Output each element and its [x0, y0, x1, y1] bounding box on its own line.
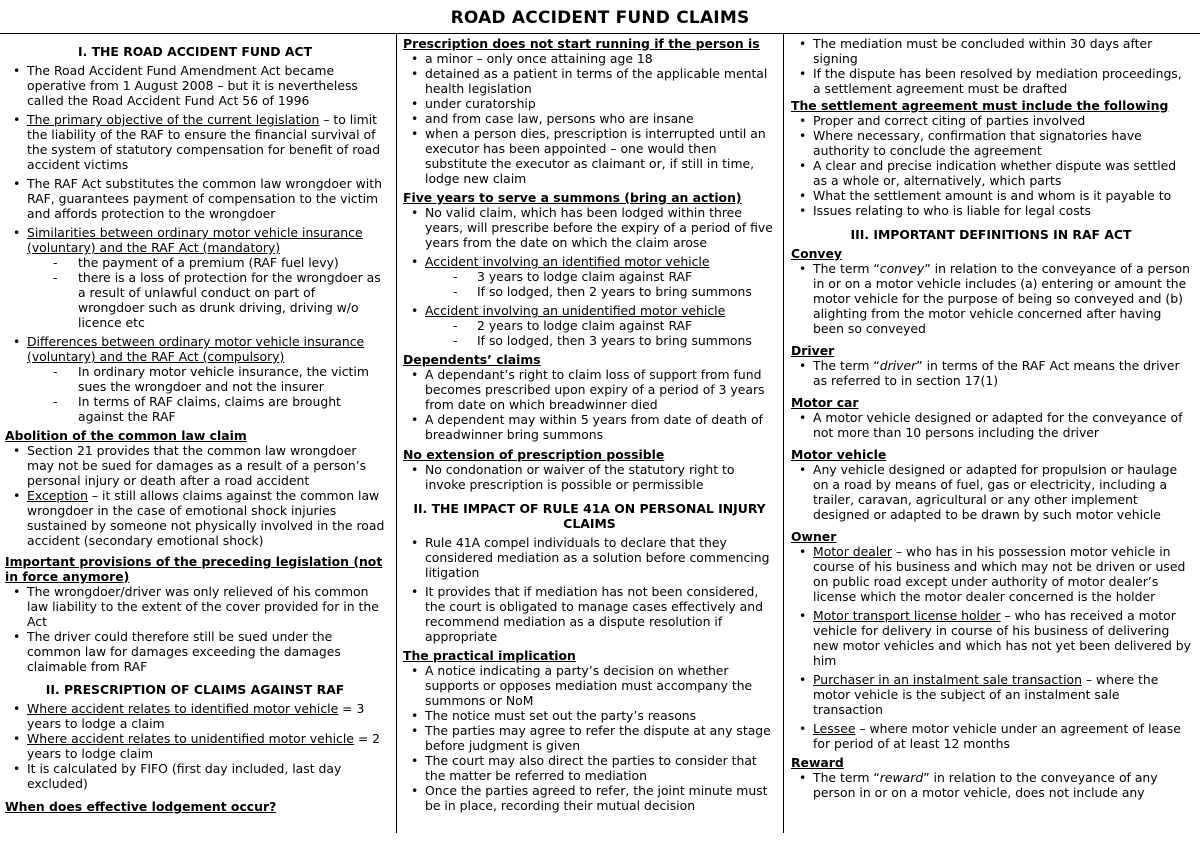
list-item: • No condonation or waiver of the statutory right to invoke prescription is possible or permissible: [403, 462, 776, 492]
underlined-term: Lessee: [813, 721, 856, 736]
underlined-term: Differences between ordinary motor vehicle insurance (voluntary) and the RAF Act (compulsory): [27, 334, 365, 364]
list-item: • If the dispute has been resolved by mediation proceedings, a settlement agreement must be drafted: [791, 66, 1191, 96]
section-heading: III. IMPORTANT DEFINITIONS IN RAF ACT: [850, 227, 1132, 242]
item-text: – where the motor vehicle is the subject of an instalment sale transaction: [813, 672, 1159, 717]
list-item: • Proper and correct citing of parties involved: [791, 113, 1191, 128]
item-text: The term “: [813, 770, 880, 785]
bullet-list: [791, 36, 1191, 96]
list-item: [5, 701, 385, 731]
list-item: [403, 254, 776, 299]
list-item: • The parties may agree to refer the dispute at any stage before judgment is given: [403, 723, 776, 753]
list-item: • What the settlement amount is and whom is it payable to: [791, 188, 1191, 203]
subsection-heading: The settlement agreement must include the following: [791, 98, 1169, 113]
underlined-term: Accident involving an unidentified motor vehicle: [425, 303, 726, 318]
bullet-list: [791, 544, 1191, 751]
dash-list: [5, 255, 385, 330]
italic-term: convey: [879, 261, 925, 276]
item-text: ” in relation to the conveyance of any person in or on a motor vehicle, does not include any: [813, 770, 1158, 800]
underlined-term: The primary objective of the current legislation: [27, 112, 320, 127]
bullet-list: [403, 535, 776, 644]
subsection-heading: Driver: [791, 343, 835, 358]
list-item: • The Road Accident Fund Amendment Act became operative from 1 August 2008 – but it is nevertheless called the Road Accident Fund Act 56 of 1996: [5, 63, 385, 108]
dash-list: [403, 318, 776, 348]
list-item: • Section 21 provides that the common law wrongdoer may not be sued for damages as a result of a person’s personal injury or death after a road accident: [5, 443, 385, 488]
italic-term: driver: [879, 358, 917, 373]
underlined-term: Motor dealer: [813, 544, 892, 559]
item-text: – who has received a motor vehicle for delivery in course of his business of delivering new motor vehicles and which has not yet been delivered by him: [813, 608, 1191, 668]
subsection-heading: Dependents’ claims: [403, 352, 541, 367]
list-item: • Issues relating to who is liable for legal costs: [791, 203, 1191, 218]
subsection-heading: Important provisions of the preceding legislation (not in force anymore): [5, 554, 383, 584]
list-item: [403, 303, 776, 348]
bullet-list: [791, 358, 1191, 388]
bullet-list: [5, 701, 385, 791]
bullet-list: [791, 770, 1191, 800]
underlined-term: Purchaser in an instalment sale transaction: [813, 672, 1082, 687]
list-item: • A dependant’s right to claim loss of support from fund becomes prescribed upon expiry of a period of 3 years from date on which breadwinner died: [403, 367, 776, 412]
subsection-heading: Five years to serve a summons (bring an action): [403, 190, 742, 205]
subsection-heading: Motor vehicle: [791, 447, 887, 462]
dash-item: - 3 years to lodge claim against RAF: [403, 269, 776, 284]
list-item: • detained as a patient in terms of the applicable mental health legislation: [403, 66, 776, 96]
item-text: – who has in his possession motor vehicle in course of his business and which may not be driven or used on public road except under authority of motor dealer’s license which the motor dealer concerned is the holder: [813, 544, 1186, 604]
underlined-term: Similarities between ordinary motor vehicle insurance (voluntary) and the RAF Act (mandatory): [27, 225, 363, 255]
dash-item: - If so lodged, then 2 years to bring summons: [403, 284, 776, 299]
column-divider-1: [396, 33, 397, 833]
list-item: [791, 358, 1191, 388]
dash-item: - In ordinary motor vehicle insurance, the victim sues the wrongdoer and not the insurer: [5, 364, 385, 394]
list-item: • It provides that if mediation has not been considered, the court is obligated to manage cases effectively and recommend mediation as a dispute resolution if appropriate: [403, 584, 776, 644]
underlined-term: Where accident relates to identified motor vehicle: [27, 701, 339, 716]
bullet-list: [403, 663, 776, 813]
dash-item: - If so lodged, then 3 years to bring summons: [403, 333, 776, 348]
list-item: • The mediation must be concluded within 30 days after signing: [791, 36, 1191, 66]
title-divider: [0, 33, 1200, 34]
list-item: • Once the parties agreed to refer, the joint minute must be in place, recording their mutual decision: [403, 783, 776, 813]
bullet-list: [5, 584, 385, 674]
list-item: [791, 608, 1191, 668]
list-item: [5, 225, 385, 330]
item-text: ” in terms of the RAF Act means the driver as referred to in section 17(1): [813, 358, 1180, 388]
subsection-heading: Prescription does not start running if the person is: [403, 36, 760, 51]
item-text: The term “: [813, 261, 880, 276]
bullet-list: [5, 63, 385, 424]
dash-list: [5, 364, 385, 424]
list-item: • Where necessary, confirmation that signatories have authority to conclude the agreement: [791, 128, 1191, 158]
list-item: • Rule 41A compel individuals to declare that they considered mediation as a solution before commencing litigation: [403, 535, 776, 580]
subsection-heading: Abolition of the common law claim: [5, 428, 247, 443]
subsection-heading: Motor car: [791, 395, 859, 410]
list-item: • It is calculated by FIFO (first day included, last day excluded): [5, 761, 385, 791]
underlined-term: Accident involving an identified motor vehicle: [425, 254, 710, 269]
list-item: • A dependent may within 5 years from date of death of breadwinner bring summons: [403, 412, 776, 442]
list-item: • The notice must set out the party’s reasons: [403, 708, 776, 723]
section-heading: II. THE IMPACT OF RULE 41A ON PERSONAL INJURY CLAIMS: [413, 501, 766, 531]
subsection-heading: No extension of prescription possible: [403, 447, 665, 462]
list-item: • a minor – only once attaining age 18: [403, 51, 776, 66]
item-text: The term “: [813, 358, 880, 373]
dash-list: [403, 269, 776, 299]
italic-term: reward: [879, 770, 924, 785]
item-text: = 3 years to lodge a claim: [27, 701, 365, 731]
column-divider-2: [783, 33, 784, 833]
bullet-list: [403, 51, 776, 186]
list-item: [791, 261, 1191, 336]
subsection-heading: When does effective lodgement occur?: [5, 799, 277, 814]
item-text: ” in relation to the conveyance of a person in or on a motor vehicle includes (a) entering or amount the motor vehicle for the purpose of being so conveyed and (b) alighting from the motor vehicle concerned after having been so conveyed: [813, 261, 1190, 336]
subsection-heading: Convey: [791, 246, 842, 261]
item-text: = 2 years to lodge claim: [27, 731, 381, 761]
list-item: • The court may also direct the parties to consider that the matter be referred to mediation: [403, 753, 776, 783]
underlined-term: Where accident relates to unidentified motor vehicle: [27, 731, 354, 746]
item-text: – where motor vehicle under an agreement of lease for period of at least 12 months: [813, 721, 1181, 751]
dash-item: - there is a loss of protection for the wrongdoer as a result of unlawful conduct on part of wrongdoer such as drunk driving, driving w/o licence etc: [5, 270, 385, 330]
item-text: – it still allows claims against the common law wrongdoer in the case of emotional shock injuries sustained by someone not physically involved in the road accident (secondary emotional shock): [27, 488, 385, 548]
list-item: • A notice indicating a party’s decision on whether supports or opposes mediation must accompany the summons or NoM: [403, 663, 776, 708]
list-item: [791, 721, 1191, 751]
subsection-heading: Reward: [791, 755, 844, 770]
bullet-list: [403, 367, 776, 442]
dash-item: - In terms of RAF claims, claims are brought against the RAF: [5, 394, 385, 424]
item-text: – to limit the liability of the RAF to ensure the financial survival of the system of statutory compensation for benefit of road accident victims: [27, 112, 381, 172]
list-item: • and from case law, persons who are insane: [403, 111, 776, 126]
list-item: [5, 112, 385, 172]
underlined-term: Exception: [27, 488, 88, 503]
list-item: • Any vehicle designed or adapted for propulsion or haulage on a road by means of fuel, gas or electricity, including a trailer, caravan, agricultural or any other implement designed or adapted to be drawn by such motor vehicle: [791, 462, 1191, 522]
underlined-term: Motor transport license holder: [813, 608, 1001, 623]
column-1: [5, 36, 385, 846]
section-heading: I. THE ROAD ACCIDENT FUND ACT: [77, 44, 313, 59]
list-item: [5, 488, 385, 548]
subsection-heading: The practical implication: [403, 648, 576, 663]
bullet-list: [791, 261, 1191, 336]
list-item: [5, 334, 385, 424]
list-item: [791, 672, 1191, 717]
list-item: • under curatorship: [403, 96, 776, 111]
column-3: [791, 36, 1191, 846]
dash-item: - the payment of a premium (RAF fuel levy): [5, 255, 385, 270]
bullet-list: [403, 462, 776, 492]
page-title: ROAD ACCIDENT FUND CLAIMS: [450, 8, 750, 28]
bullet-list: [791, 462, 1191, 522]
list-item: • The wrongdoer/driver was only relieved of his common law liability to the extent of the cover provided for in the Act: [5, 584, 385, 629]
list-item: • A motor vehicle designed or adapted for the conveyance of not more than 10 persons including the driver: [791, 410, 1191, 440]
list-item: • A clear and precise indication whether dispute was settled as a whole or, alternatively, which parts: [791, 158, 1191, 188]
list-item: • The driver could therefore still be sued under the common law for damages exceeding the damages claimable from RAF: [5, 629, 385, 674]
bullet-list: [5, 443, 385, 548]
section-heading: II. PRESCRIPTION OF CLAIMS AGAINST RAF: [45, 682, 345, 697]
list-item: • when a person dies, prescription is interrupted until an executor has been appointed – one would then substitute the executor as claimant or, if still in time, lodge new claim: [403, 126, 776, 186]
subsection-heading: Owner: [791, 529, 837, 544]
column-2: [403, 36, 776, 846]
list-item: [791, 770, 1191, 800]
list-item: • The RAF Act substitutes the common law wrongdoer with RAF, guarantees payment of compensation to the victim and affords protection to the wrongdoer: [5, 176, 385, 221]
bullet-list: [403, 205, 776, 348]
list-item: • No valid claim, which has been lodged within three years, will prescribe before the expiry of a period of five years from the date on which the claim arose: [403, 205, 776, 250]
dash-item: - 2 years to lodge claim against RAF: [403, 318, 776, 333]
list-item: [791, 544, 1191, 604]
bullet-list: [791, 113, 1191, 218]
list-item: [5, 731, 385, 761]
bullet-list: [791, 410, 1191, 440]
